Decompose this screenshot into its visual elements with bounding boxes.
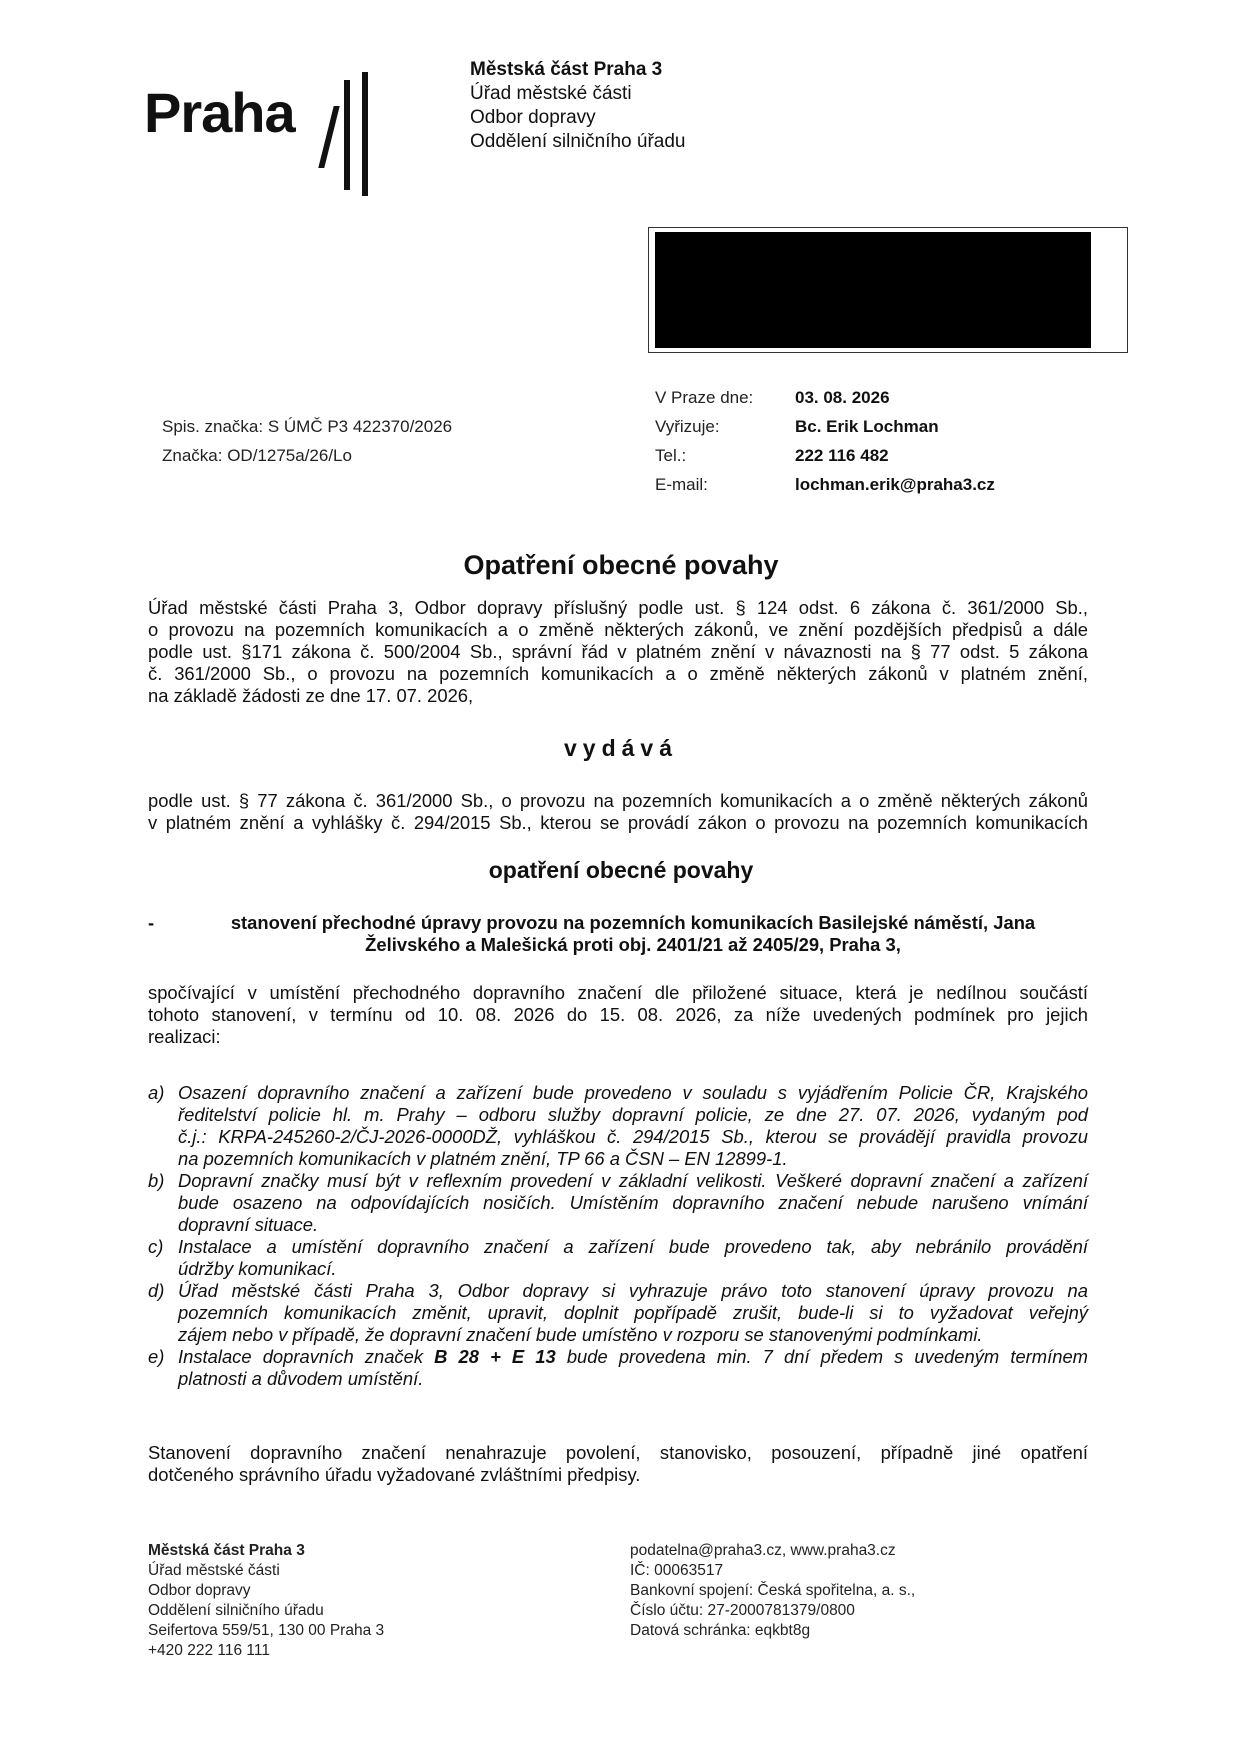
document-title: Opatření obecné povahy — [463, 550, 779, 580]
text-line: na pozemních komunikacích v platném znění, TP 66 a ČSN – EN 12899-1. — [178, 1148, 788, 1169]
text-run: bude provedena min. 7 dní předem s uvedeným termínem — [555, 1346, 1089, 1367]
text-line: Úřad městské části Praha 3, Odbor dopravy si vyhrazuje právo toto stanovení úpravy provozu na — [178, 1280, 1088, 1301]
text-line: Úřad městské části Praha 3, Odbor dopravy příslušný podle ust. § 124 odst. 6 zákona č. 361/2000 Sb., — [148, 597, 1088, 618]
closing-paragraph — [148, 1442, 1088, 1486]
contact-row-phone — [655, 441, 995, 470]
footer-line: Bankovní spojení: Česká spořitelna, a. s., — [630, 1582, 916, 1599]
measure-line: Želivského a Malešická proti obj. 2401/21 až 2405/29, Praha 3, — [365, 934, 901, 955]
condition-letter: b) — [148, 1170, 165, 1191]
traffic-sign-codes: B 28 + E 13 — [434, 1346, 556, 1367]
footer-line: Seifertova 559/51, 130 00 Praha 3 — [148, 1622, 385, 1639]
contact-value: 222 116 482 — [795, 446, 889, 465]
condition-item-d — [148, 1280, 1088, 1346]
condition-item-c — [148, 1236, 1088, 1280]
text-line: Dopravní značky musí být v reflexním provedení v základní velikosti. Veškeré dopravní značení a zařízení — [178, 1170, 1088, 1191]
condition-letter: c) — [148, 1236, 164, 1257]
text-line: dotčeného správního úřadu vyžadované zvláštními předpisy. — [148, 1464, 641, 1485]
text-line: č.j.: KRPA-245260-2/ČJ-2026-0000DŽ, vyhláškou č. 294/2015 Sb., kterou se provádějí pravidla provozu — [178, 1126, 1088, 1147]
footer-line: Městská část Praha 3 — [148, 1542, 305, 1559]
document-reference: Značka: OD/1275a/26/Lo — [162, 446, 352, 465]
text-line: dopravní situace. — [178, 1214, 319, 1235]
text-line: platnosti a důvodem umístění. — [178, 1368, 424, 1389]
contact-label: Tel.: — [655, 446, 687, 465]
contact-row-email — [655, 470, 995, 499]
footer-line: Odbor dopravy — [148, 1582, 251, 1599]
footer-contact — [630, 1541, 915, 1641]
text-line: Instalace a umístění dopravního značení a zařízení bude provedeno tak, aby nebránilo provádění — [178, 1236, 1088, 1257]
text-run: Instalace dopravních značek — [178, 1346, 435, 1367]
office-department: Odbor dopravy — [470, 107, 596, 128]
footer-line: Datová schránka: eqkbt8g — [630, 1622, 811, 1639]
contact-value: lochman.erik@praha3.cz — [795, 475, 995, 494]
description-paragraph — [148, 982, 1088, 1048]
footer-line: Oddělení silničního úřadu — [148, 1602, 324, 1619]
condition-item-e — [148, 1346, 1088, 1390]
condition-letter: e) — [148, 1346, 165, 1367]
text-line: zájem nebo v případě, že dopravní značení bude umístěno v rozporu se stanovenými podmínkami. — [178, 1324, 983, 1345]
conditions-list — [148, 1082, 1088, 1390]
office-authority: Úřad městské části — [470, 83, 632, 104]
office-section: Oddělení silničního úřadu — [470, 131, 686, 152]
contact-value: 03. 08. 2026 — [795, 388, 890, 407]
text-line: v platném znění a vyhlášky č. 294/2015 Sb., kterou se provádí zákon o provozu na pozemních komunikacích — [148, 812, 1088, 833]
office-name: Městská část Praha 3 — [470, 59, 663, 80]
contact-value: Bc. Erik Lochman — [795, 417, 939, 436]
footer-address — [148, 1541, 384, 1661]
text-line: podle ust. § 77 zákona č. 361/2000 Sb., o provozu na pozemních komunikacích a o změně některých zákonů — [148, 790, 1088, 811]
contact-row-handler — [655, 412, 995, 441]
legal-basis-paragraph — [148, 790, 1088, 834]
footer-line: podatelna@praha3.cz, www.praha3.cz — [630, 1542, 896, 1559]
text-line: podle ust. §171 zákona č. 500/2004 Sb., správní řád v platném znění v návaznosti na § 77 odst. 5 zákona — [148, 641, 1088, 662]
contact-label: V Praze dne: — [655, 388, 754, 407]
text-line: Osazení dopravního značení a zařízení bude provedeno v souladu s vyjádřením Policie ČR, Krajského — [178, 1082, 1088, 1103]
reference-block — [162, 412, 452, 470]
intro-paragraph — [148, 597, 1088, 707]
condition-letter: a) — [148, 1082, 165, 1103]
text-line: o provozu na pozemních komunikacích a o změně některých zákonů, ve znění pozdějších předpisů a dále — [148, 619, 1088, 640]
footer-line: Úřad městské části — [148, 1562, 280, 1579]
office-header — [470, 58, 685, 154]
file-reference: Spis. značka: S ÚMČ P3 422370/2026 — [162, 417, 453, 436]
measure-line: stanovení přechodné úpravy provozu na pozemních komunikacích Basilejské náměstí, Jana — [230, 912, 1036, 933]
text-line: na základě žádosti ze dne 17. 07. 2026, — [148, 685, 474, 706]
footer-line: Číslo účtu: 27-2000781379/0800 — [630, 1602, 855, 1619]
text-line: spočívající v umístění přechodného dopravního značení dle přiložené situace, která je nedílnou součástí — [148, 982, 1088, 1003]
text-line: pozemních komunikacích změnit, upravit, doplnit popřípadě zrušit, bude-li si to vyžadovat veřejný — [178, 1302, 1088, 1323]
footer-line: IČ: 00063517 — [630, 1562, 724, 1579]
measure-heading: opatření obecné povahy — [488, 857, 754, 883]
contact-row-date — [655, 383, 995, 412]
logo-bar-mark — [344, 80, 350, 190]
logo-slash-mark — [318, 106, 339, 168]
condition-item-a — [148, 1082, 1088, 1170]
text-line: realizaci: — [148, 1026, 221, 1047]
footer-line: +420 222 116 111 — [148, 1642, 270, 1659]
contact-block — [655, 383, 995, 499]
condition-item-b — [148, 1170, 1088, 1236]
list-dash: - — [148, 912, 155, 933]
text-line: č. 361/2000 Sb., o provozu na pozemních komunikacích a o změně některých zákonů v platném znění, — [148, 663, 1088, 684]
issues-heading: vydává — [563, 735, 678, 761]
text-line: ředitelství policie hl. m. Prahy – odboru služby dopravní policie, ze dne 27. 07. 2026, vydaným pod — [178, 1104, 1088, 1125]
recipient-address-box — [648, 227, 1128, 353]
praha-logo — [144, 54, 394, 174]
logo-wordmark: Praha — [144, 81, 295, 144]
contact-label: Vyřizuje: — [655, 417, 720, 436]
text-line: tohoto stanovení, v termínu od 10. 08. 2026 do 15. 08. 2026, za níže uvedených podmínek pro jejich — [148, 1004, 1088, 1025]
logo-bar-mark — [362, 72, 368, 196]
condition-letter: d) — [148, 1280, 165, 1301]
redacted-address — [655, 232, 1091, 348]
text-line: bude osazeno na odpovídajících nosičích. Umístěním dopravního značení nebude narušeno vnímání — [178, 1192, 1088, 1213]
contact-label: E-mail: — [655, 475, 708, 494]
text-line: Stanovení dopravního značení nenahrazuje povolení, stanovisko, posouzení, případně jiné opatření — [148, 1442, 1088, 1463]
text-line: údržby komunikací. — [178, 1258, 337, 1279]
text-line — [178, 1346, 1088, 1368]
